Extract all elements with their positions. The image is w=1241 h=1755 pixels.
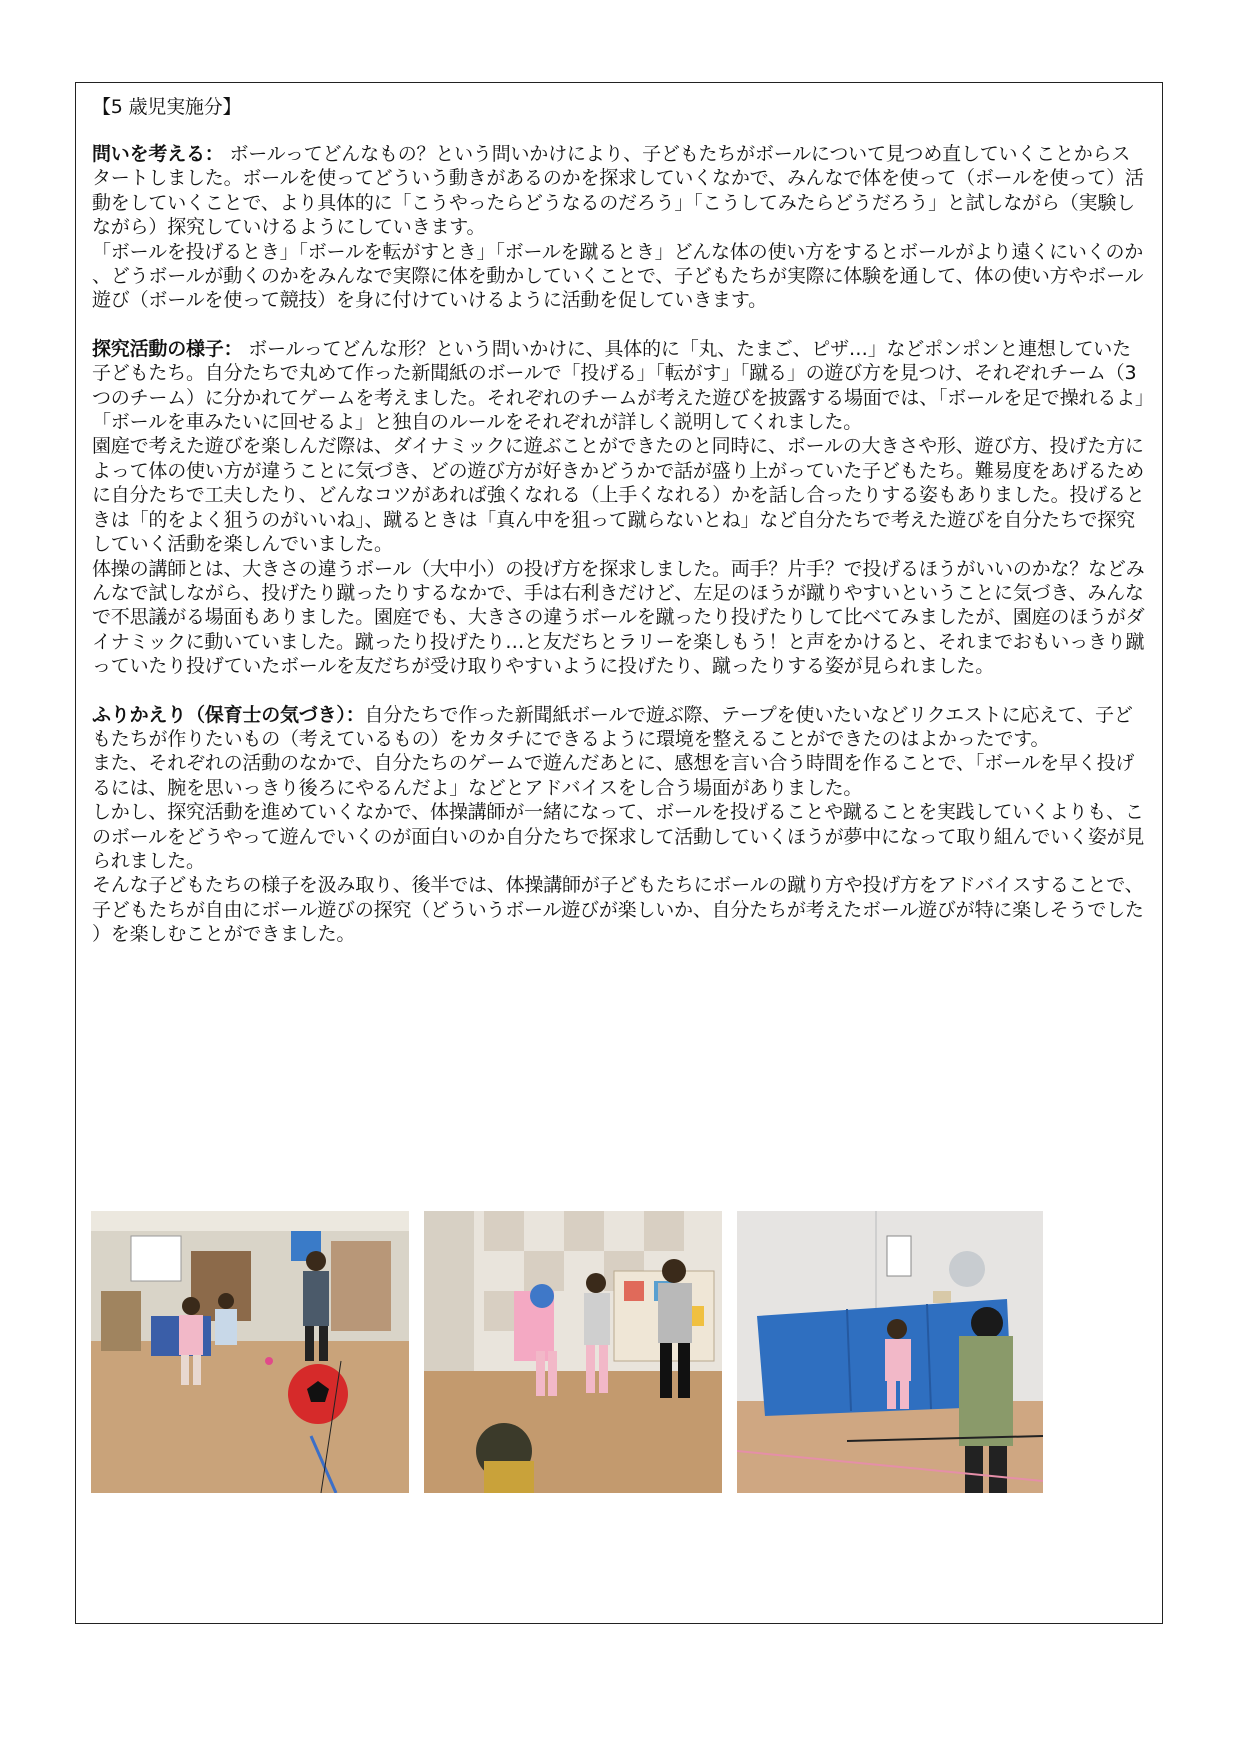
section-reflection-lead: ふりかえり（保育士の気づき）： (92, 703, 365, 726)
section-reflection-p4: そんな子どもたちの様子を汲み取り、後半では、体操講師が子どもたちにボールの蹴り方や投げ方をアドバイスすることで、子どもたちが自由にボール遊びの探究（どういうボール遊びが楽しいか、自分たちが考えたボール遊びが特に楽しそうでした）を楽しむことができました。 (92, 874, 1144, 946)
section-reflection-p1 (92, 703, 1147, 752)
report-heading: 【5 歳児実施分】 (92, 96, 242, 118)
section-question (92, 142, 1147, 313)
section-activity (92, 337, 1147, 679)
photo-strip (91, 1211, 1149, 1493)
section-activity-p1 (92, 337, 1147, 435)
photo-kids-playroom-ball (424, 1211, 722, 1493)
section-reflection (92, 703, 1147, 947)
photo-1-illustration (91, 1211, 409, 1493)
section-reflection-p2: また、それぞれの活動のなかで、自分たちのゲームで遊んだあとに、感想を言い合う時間を作ることで、「ボールを早く投げるには、腕を思いっきり後ろにやるんだよ」などとアドバイスをし合う場面がありました。 (92, 752, 1135, 799)
page-frame (75, 82, 1163, 1624)
section-activity-text-1: ボールってどんな形？という問いかけに、具体的に「丸、たまご、ピザ…」などポンポンと連想していた子どもたち。自分たちで丸めて作った新聞紙のボールで「投げる」「転がす」「蹴る」の遊び方を見つけ、それぞれチーム（3つのチーム）に分かれてゲームを考えました。それぞれのチームが考えた遊びを披露する場面では、「ボールを足で操れるよ」「ボールを車みたいに回せるよ」と独自のルールをそれぞれが詳しく説明してくれました。 (92, 337, 1145, 434)
photo-kids-gym-mat-ball (737, 1211, 1043, 1493)
section-question-lead: 問いを考える： (92, 143, 224, 165)
section-question-text-1: ボールってどんなもの？という問いかけにより、子どもたちがボールについて見つめ直していくことからスタートしました。ボールを使ってどういう動きがあるのかを探求していくなかで、みんなで体を使って（ボールを使って）活動をしていくことで、より具体的に「こうやったらどうなるのだろう」「こうしてみたらどうだろう」と試しながら（実験しながら）探究していけるようにしていきます。 (92, 143, 1144, 239)
photo-3-illustration (737, 1211, 1043, 1493)
report-content (92, 95, 1147, 971)
section-reflection-text-1: 自分たちで作った新聞紙ボールで遊ぶ際、テープを使いたいなどリクエストに応えて、子どもたちが作りたいもの（考えているもの）をカタチにできるように環境を整えることができたのはよかったです。 (92, 703, 1133, 750)
photo-2-illustration (424, 1211, 722, 1493)
section-activity-lead: 探究活動の様子： (92, 337, 243, 360)
section-question-p2: 「ボールを投げるとき」「ボールを転がすとき」「ボールを蹴るとき」どんな体の使い方をするとボールがより遠くにいくのか、どうボールが動くのかをみんなで実際に体を動かしていくことで、子どもたちが実際に体験を通して、体の使い方やボール遊び（ボールを使って競技）を身に付けていけるように活動を促していきます。 (92, 240, 1144, 312)
section-activity-p2: 園庭で考えた遊びを楽しんだ際は、ダイナミックに遊ぶことができたのと同時に、ボールの大きさや形、遊び方、投げた方によって体の使い方が違うことに気づき、どの遊び方が好きかどうかで話が盛り上がっていた子どもたち。難易度をあげるために自分たちで工夫したり、どんなコツがあれば強くなれる（上手くなれる）かを話し合ったりする姿もありました。投げるときは「的をよく狙うのがいいね」、蹴るときは「真ん中を狙って蹴らないとね」など自分たちで考えた遊びを自分たちで探究していく活動を楽しんでいました。 (92, 435, 1145, 556)
photo-kids-red-soccer-ball (91, 1211, 409, 1493)
section-question-p1 (92, 142, 1147, 240)
section-reflection-p3: しかし、探究活動を進めていくなかで、体操講師が一緒になって、ボールを投げることや蹴ることを実践していくよりも、このボールをどうやって遊んでいくのが面白いのか自分たちで探求して活動していくほうが夢中になって取り組んでいく姿が見られました。 (92, 801, 1145, 872)
section-activity-p3: 体操の講師とは、大きさの違うボール（大中小）の投げ方を探求しました。両手？片手？で投げるほうがいいのかな？などみんなで試しながら、投げたり蹴ったりするなかで、手は右利きだけど、左足のほうが蹴りやすいということに気づき、みんなで不思議がる場面もありました。園庭でも、大きさの違うボールを蹴ったり投げたりして比べてみましたが、園庭のほうがダイナミックに動いていました。蹴ったり投げたり…と友だちとラリーを楽しもう！と声をかけると、それまでおもいっきり蹴っていたり投げていたボールを友だちが受け取りやすいように投げたり、蹴ったりする姿が見られました。 (92, 557, 1145, 678)
